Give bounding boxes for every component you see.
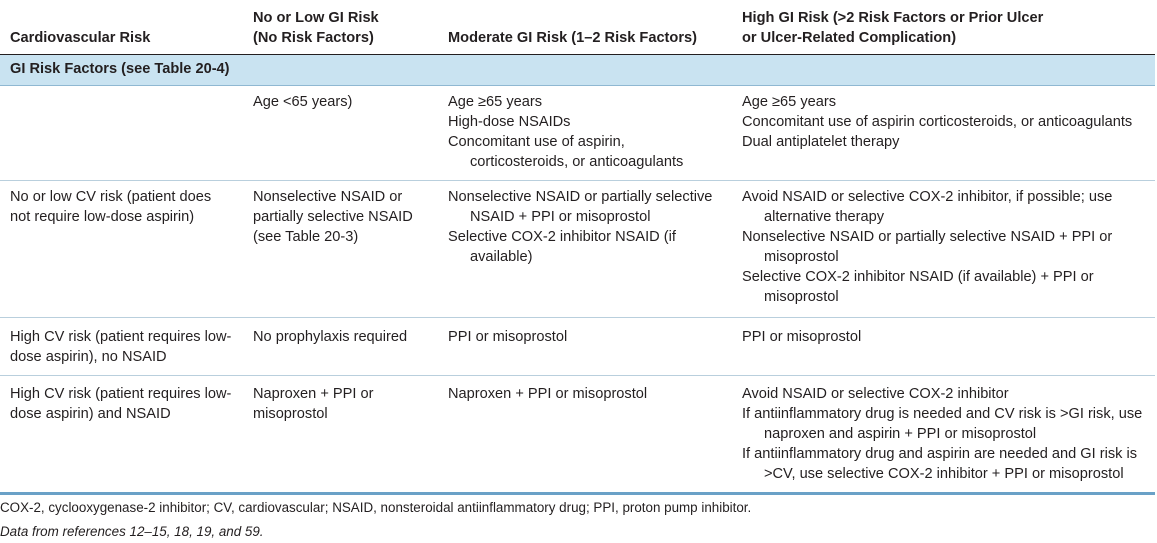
header-high-gi-risk bbox=[732, 0, 1155, 55]
header-low-gi-risk bbox=[243, 0, 438, 55]
cell-item: Selective COX-2 inhibitor NSAID (if available) bbox=[448, 229, 676, 265]
cell-item: Age ≥65 years bbox=[742, 94, 837, 110]
cell-item: Age <65 years) bbox=[253, 94, 353, 110]
cell-item: Avoid NSAID or selective COX-2 inhibitor, if possible; use alternative therapy bbox=[742, 189, 1113, 225]
cell-low bbox=[243, 86, 438, 181]
section-row bbox=[0, 55, 1155, 86]
header-low-line-2: (No Risk Factors) bbox=[253, 30, 374, 46]
cell-moderate bbox=[438, 318, 732, 376]
source-footnote: Data from references 12–15, 18, 19, and 59. bbox=[0, 524, 264, 539]
cell-item: Avoid NSAID or selective COX-2 inhibitor bbox=[742, 386, 1009, 402]
cell-item: Naproxen + PPI or misoprostol bbox=[253, 386, 374, 422]
cell-low bbox=[243, 181, 438, 318]
cell-item: Concomitant use of aspirin corticosteroids, or anticoagulants bbox=[742, 114, 1133, 130]
cell-item: No prophylaxis required bbox=[253, 329, 408, 345]
cell-cv bbox=[0, 86, 243, 181]
cell-item: If antiinflammatory drug and aspirin are needed and GI risk is >CV, use selective COX-2 inhibitor + PPI or misoprostol bbox=[742, 446, 1138, 482]
cell-item: Dual antiplatelet therapy bbox=[742, 134, 900, 150]
cell-item: High-dose NSAIDs bbox=[448, 114, 571, 130]
cell-cv bbox=[0, 376, 243, 494]
table-row-high-cv-nsaid bbox=[0, 376, 1155, 494]
table-row-risk-factors bbox=[0, 86, 1155, 181]
cell-cv bbox=[0, 181, 243, 318]
cell-item: Nonselective NSAID or partially selective NSAID + PPI or misoprostol bbox=[742, 229, 1113, 265]
table-row-high-cv-no-nsaid bbox=[0, 318, 1155, 376]
cell-high bbox=[732, 318, 1155, 376]
abbreviations-footnote: COX-2, cyclooxygenase-2 inhibitor; CV, cardiovascular; NSAID, nonsteroidal antiinflammatory drug; PPI, proton pump inhibitor. bbox=[0, 500, 752, 515]
cell-moderate bbox=[438, 376, 732, 494]
cell-item: PPI or misoprostol bbox=[742, 329, 862, 345]
cell-item: If antiinflammatory drug is needed and CV risk is >GI risk, use naproxen and aspirin + PPI or misoprostol bbox=[742, 406, 1143, 442]
header-low-line-1: No or Low GI Risk bbox=[253, 10, 379, 26]
cell-item: No or low CV risk (patient does not require low-dose aspirin) bbox=[10, 189, 212, 225]
cell-high bbox=[732, 376, 1155, 494]
header-high-line-1: High GI Risk (>2 Risk Factors or Prior Ulcer bbox=[742, 10, 1044, 26]
cell-item: Selective COX-2 inhibitor NSAID (if available) + PPI or misoprostol bbox=[742, 269, 1094, 305]
cell-item: Nonselective NSAID or partially selective NSAID + PPI or misoprostol bbox=[448, 189, 713, 225]
cell-high bbox=[732, 86, 1155, 181]
cell-item: Nonselective NSAID or partially selective NSAID (see Table 20-3) bbox=[253, 189, 413, 245]
cell-low bbox=[243, 376, 438, 494]
cell-moderate bbox=[438, 86, 732, 181]
cell-high bbox=[732, 181, 1155, 318]
cell-item: PPI or misoprostol bbox=[448, 329, 568, 345]
table-row-low-cv-risk bbox=[0, 181, 1155, 318]
cell-item: High CV risk (patient requires low-dose aspirin), no NSAID bbox=[10, 329, 232, 365]
header-high-line-2: or Ulcer-Related Complication) bbox=[742, 30, 957, 46]
cell-moderate bbox=[438, 181, 732, 318]
cell-item: Naproxen + PPI or misoprostol bbox=[448, 386, 648, 402]
header-cardiovascular-risk: Cardiovascular Risk bbox=[10, 30, 151, 46]
header-moderate-gi-risk: Moderate GI Risk (1–2 Risk Factors) bbox=[448, 30, 697, 46]
cell-item: Age ≥65 years bbox=[448, 94, 543, 110]
cell-item: High CV risk (patient requires low-dose aspirin) and NSAID bbox=[10, 386, 232, 422]
cell-low bbox=[243, 318, 438, 376]
section-label: GI Risk Factors (see Table 20-4) bbox=[0, 55, 1155, 86]
cell-item: Concomitant use of aspirin, corticosteroids, or anticoagulants bbox=[448, 134, 684, 170]
header-row bbox=[0, 0, 1155, 55]
cell-cv bbox=[0, 318, 243, 376]
